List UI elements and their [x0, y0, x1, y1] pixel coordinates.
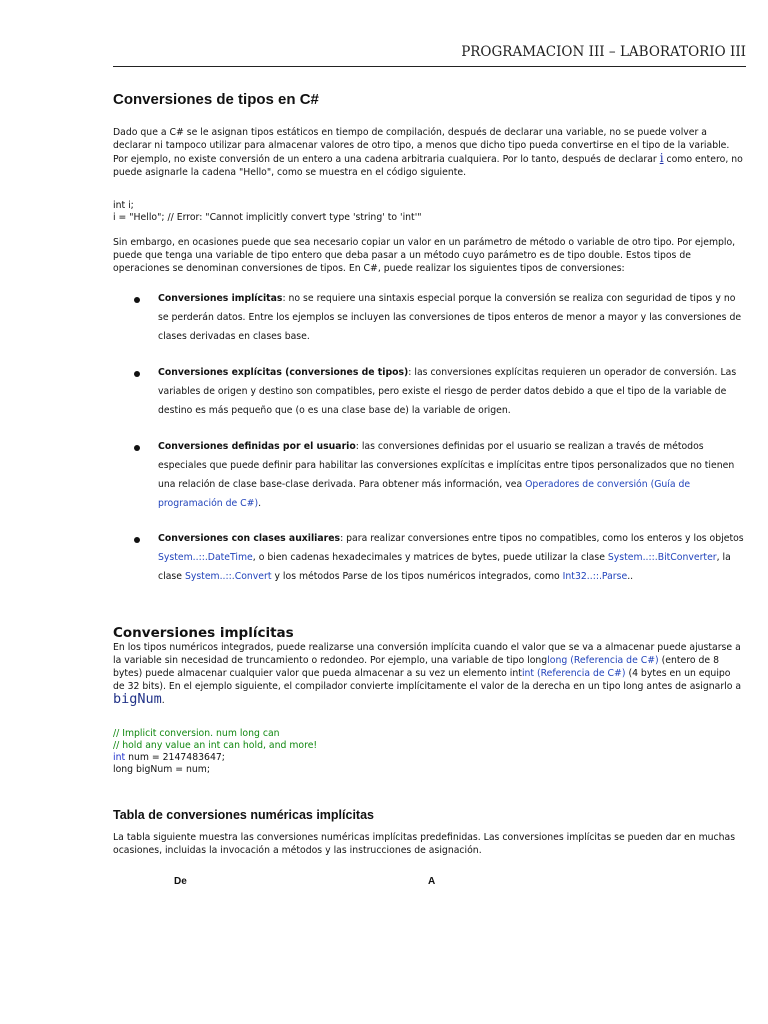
bullet-term: Conversiones implícitas: [158, 293, 283, 304]
bullet-explicit: [158, 363, 748, 420]
implicit-text: (entero de 8 bytes) puede almacenar cualquier valor que pueda almacenar a su vez un elemento int: [113, 655, 719, 679]
link-int32-parse[interactable]: Int32..::.Parse: [562, 571, 628, 582]
code-line: [113, 752, 317, 764]
bullet-text: , la clase: [158, 552, 731, 582]
table-header-to: A: [428, 876, 436, 887]
code-block-error: [113, 200, 422, 224]
bignum-variable: bigNum: [113, 691, 162, 707]
link-convert[interactable]: System..::.Convert: [184, 571, 272, 582]
bullet-implicit: [158, 289, 748, 346]
link-int-reference[interactable]: int (Referencia de C#): [521, 668, 626, 679]
bullet-text: y los métodos Parse de los tipos numéricos integrados, como: [274, 571, 560, 582]
bullet-dot: [134, 297, 140, 303]
intro-text-end: como entero, no puede asignarle la cadena "Hello", como se muestra en el código siguiente.: [113, 154, 743, 178]
code-text: num = 2147483647;: [125, 752, 225, 763]
intro-text: Dado que a C# se le asignan tipos estáticos en tiempo de compilación, después de declarar una variable, no se puede volver a declarar ni tampoco utilizar para almacenar valores de otro tipo, a menos que dicho tipo pueda convertirse en el tipo de la variable. Por ejemplo, no existe conversión de un entero a una cadena arbitraria cualquiera. Por lo tanto, después de declarar: [113, 127, 730, 165]
code-line: long bigNum = num;: [113, 764, 210, 775]
link-datetime[interactable]: System..::.DateTime: [158, 552, 253, 563]
header-title: PROGRAMACION III – LABORATORIO III: [461, 44, 746, 60]
code-keyword: int: [113, 752, 126, 763]
code-line: i = "Hello"; // Error: "Cannot implicitly convert type 'string' to 'int'": [113, 212, 422, 223]
paragraph-conversions-intro: Sin embargo, en ocasiones puede que sea necesario copiar un valor en un parámetro de método o variable de otro tipo. Por ejemplo, puede que tenga una variable de tipo entero que deba pasar a un método cuyo parámetro es de tipo double. Estos tipos de operaciones se denominan conversiones de tipos. En C#, puede realizar los siguientes tipos de conversiones:: [113, 237, 736, 274]
link-conversion-operators[interactable]: Operadores de conversión (Guía de programación de C#): [158, 479, 691, 509]
link-bitconverter[interactable]: System..::.BitConverter: [607, 552, 717, 563]
paragraph-implicit: [113, 641, 745, 707]
page-header: [113, 44, 746, 67]
bullet-term: Conversiones con clases auxiliares: [158, 533, 341, 544]
bullet-text: : para realizar conversiones entre tipos no compatibles, como los enteros y los objetos: [340, 533, 744, 544]
bullet-text-tail: .: [258, 498, 262, 509]
bullet-term: Conversiones explícitas (conversiones de tipos): [158, 367, 409, 378]
section-title-table: Tabla de conversiones numéricas implícitas: [113, 808, 374, 822]
paragraph-table-intro: La tabla siguiente muestra las conversiones numéricas implícitas predefinidas. Las conversiones implícitas se pueden dar en muchas ocasiones, incluidas la invocación a métodos y las instrucciones de asignación.: [113, 832, 736, 856]
bullet-dot: [134, 537, 140, 543]
bullet-dot: [134, 445, 140, 451]
bullet-text: : no se requiere una sintaxis especial porque la conversión se realiza con seguridad de tipos y no se perderán datos. Entre los ejemplos se incluyen las conversiones de tipos enteros de menor a mayor y las conversiones de clases derivadas en clases base.: [158, 293, 742, 342]
bullet-text: : las conversiones definidas por el usuario se realizan a través de métodos especiales que puede definir para habilitar las conversiones explícitas e implícitas entre tipos personalizados que no tienen una relación de clase base-clase derivada. Para obtener más información, vea: [158, 441, 735, 490]
implicit-text-end: .: [161, 695, 165, 706]
link-long-reference[interactable]: long (Referencia de C#): [547, 655, 659, 666]
bullet-text: ..: [627, 571, 634, 582]
bullet-user-defined: [158, 437, 748, 513]
bullet-text: : las conversiones explícitas requieren un operador de conversión. Las variables de origen y destino son compatibles, pero existe el riesgo de perder datos debido a que el tipo de la variable de destino es más pequeño que (o es una clase base de) la variable de origen.: [158, 367, 737, 416]
intro-paragraph: [113, 126, 745, 179]
code-comment: // hold any value an int can hold, and more!: [113, 740, 318, 751]
section-title-implicit: Conversiones implícitas: [113, 625, 294, 641]
code-line: int i;: [113, 200, 134, 211]
implicit-text: (4 bytes en un equipo de 32 bits). En el ejemplo siguiente, el compilador convierte implícitamente el valor de la derecha en un tipo long antes de asignarlo a: [113, 668, 742, 692]
bullet-helper-classes: [158, 529, 748, 586]
table-header-from: De: [174, 876, 187, 887]
section-title-conversions: Conversiones de tipos en C#: [113, 91, 319, 108]
intro-variable: i: [659, 151, 664, 165]
code-block-implicit: [113, 728, 317, 776]
bullet-dot: [134, 371, 140, 377]
bullet-term: Conversiones definidas por el usuario: [158, 441, 356, 452]
bullet-text: , o bien cadenas hexadecimales y matrices de bytes, puede utilizar la clase: [252, 552, 605, 563]
code-comment: // Implicit conversion. num long can: [113, 728, 280, 739]
implicit-text: En los tipos numéricos integrados, puede realizarse una conversión implícita cuando el valor que se va a almacenar puede ajustarse a la variable sin necesidad de truncamiento o redondeo. Por ejemplo, una variable de tipo long: [113, 642, 741, 666]
